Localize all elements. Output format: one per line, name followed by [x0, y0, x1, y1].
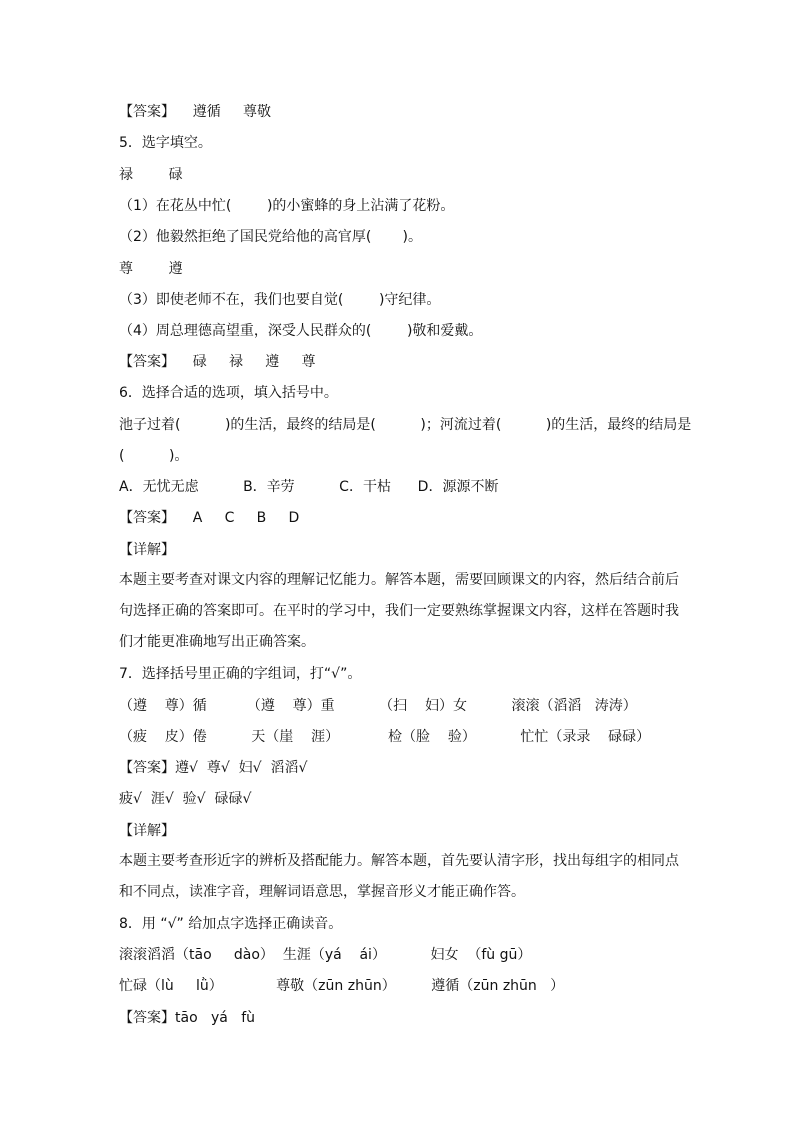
answer-line-8: 【答案】tāo yá fù: [119, 1010, 256, 1026]
explanation-heading-7: 【详解】: [119, 823, 175, 839]
char-options-2: 尊 遵: [119, 261, 183, 277]
question-5-item-2: （2）他毅然拒绝了国民党给他的高官厚( )。: [119, 229, 422, 245]
question-5-item-3: （3）即使老师不在，我们也要自觉( )守纪律。: [119, 292, 441, 308]
question-5-title: 5．选字填空。: [119, 135, 212, 151]
answer-line-5: 【答案】 碌 禄 遵 尊: [119, 354, 316, 370]
char-options-1: 禄 碌: [119, 167, 183, 183]
question-8-title: 8．用 “√” 给加点字选择正确读音。: [119, 916, 343, 932]
question-8-row-1: 滚滚滔滔（tāo dào） 生涯（yá ái） 妇女 （fù gū）: [119, 947, 532, 963]
question-6-text-cont: ( )。: [119, 448, 189, 464]
question-7-row-1: （遵 尊）循 （遵 尊）重 （扫 妇）女 滚滚（滔滔 涛涛）: [119, 698, 637, 714]
answer-line-6: 【答案】 A C B D: [119, 510, 300, 526]
question-7-title: 7．选择括号里正确的字组词，打“√”。: [119, 666, 362, 682]
question-6-title: 6．选择合适的选项，填入括号中。: [119, 385, 338, 401]
answer-line-7a: 【答案】遵√ 尊√ 妇√ 滔滔√: [119, 760, 308, 776]
explanation-heading-6: 【详解】: [119, 542, 175, 558]
question-5-item-4: （4）周总理德高望重，深受人民群众的( )敬和爱戴。: [119, 323, 483, 339]
answer-line-4: 【答案】 遵循 尊敬: [119, 104, 272, 120]
question-7-row-2: （疲 皮）倦 天（崖 涯） 检（脸 验） 忙忙（录录 碌碌）: [119, 729, 651, 745]
explanation-text-6: 本题主要考查对课文内容的理解记忆能力。解答本题，需要回顾课文的内容，然后结合前后句选择正确的答案即可。在平时的学习中，我们一定要熟练掌握课文内容，这样在答题时我们才能更准确地写出正确答案。: [119, 572, 679, 650]
question-5-item-1: （1）在花丛中忙( )的小蜜蜂的身上沾满了花粉。: [119, 198, 455, 214]
question-8-row-2: 忙碌（lù lǜ） 尊敬（zūn zhūn） 遵循（zūn zhūn ）: [119, 978, 565, 994]
explanation-text-7: 本题主要考查形近字的辨析及搭配能力。解答本题，首先要认清字形，找出每组字的相同点和不同点，读准字音，理解词语意思，掌握音形义才能正确作答。: [119, 853, 679, 900]
question-6-text: 池子过着( )的生活，最终的结局是( )；河流过着( )的生活，最终的结局是: [119, 417, 692, 433]
answer-line-7b: 疲√ 涯√ 验√ 碌碌√: [119, 791, 252, 807]
question-6-options: A．无忧无虑 B．辛劳 C．干枯 D．源源不断: [119, 479, 499, 495]
